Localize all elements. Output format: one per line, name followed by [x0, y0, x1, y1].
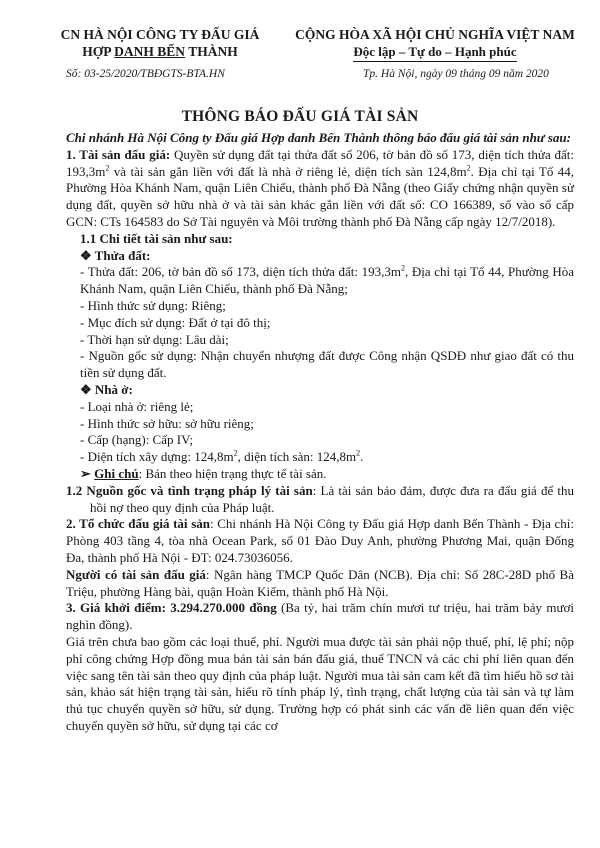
document-number: Số: 03-25/2020/TBĐGTS-BTA.HN — [66, 68, 225, 80]
section-asset-owner: Người có tài sản đấu giá: Ngân hàng TMCP Quốc Dân (NCB). Địa chỉ: Số 28C-28D phố Bà Triệu, phường Hàng bài, quận Hoàn Kiếm, thành phố Hà Nội. — [66, 566, 574, 599]
house-heading: ❖ Nhà ở: — [80, 381, 133, 397]
land-use-origin: - Nguồn gốc sử dụng: Nhận chuyển nhượng đất được Công nhận QSDĐ như giao đất có thu tiền sử dụng đất. — [80, 348, 574, 381]
document-title: THÔNG BÁO ĐẤU GIÁ TÀI SẢN — [181, 108, 419, 125]
document-body — [66, 130, 574, 735]
section-asset-details-heading: 1.1 Chi tiết tài sản như sau: — [80, 230, 233, 246]
intro-paragraph: Chi nhánh Hà Nội Công ty Đấu giá Hợp danh Bến Thành thông báo đấu giá tài sản như sau: — [66, 130, 571, 145]
national-motto: Độc lập – Tự do – Hạnh phúc — [353, 43, 516, 62]
land-use-purpose: - Mục đích sử dụng: Đất ở tại đô thị; — [80, 314, 271, 330]
section-legal-status: 1.2 Nguồn gốc và tình trạng pháp lý tài sản: Là tài sản bảo đảm, được đưa ra đấu giá để thu hồi nợ theo quy định của Pháp luật. — [66, 482, 575, 515]
land-heading: ❖ Thửa đất: — [80, 247, 151, 263]
land-use-form: - Hình thức sử dụng: Riêng; — [80, 297, 226, 313]
issuer-name-line1: CN HÀ NỘI CÔNG TY ĐẤU GIÁ — [60, 27, 260, 42]
national-header — [290, 26, 580, 62]
house-type: - Loại nhà ở: riêng lẻ; — [80, 398, 194, 414]
note-line: ➢ Ghi chú: Bán theo hiện trạng thực tế tài sản. — [80, 465, 327, 481]
price-note-paragraph: Giá trên chưa bao gồm các loại thuế, phí. Người mua được tài sản phải nộp thuế, phí, lệ phí; nộp phí công chứng Hợp đồng mua bán tài sản bán đấu giá, thuế TNCN và các chi phí liên quan đến việc sang tên tài sản theo quy định của pháp luật. Người mua tài sản cam kết đã tìm hiểu hồ sơ tài sản, khảo sát hiện trạng tài sản, hiểu rõ tính pháp lý, tình trạng, chất lượng của tài sản và tự làm thủ tục chuyển quyền sở hữu, sử dụng. Trường hợp có phát sinh các vấn đề liên quan đến việc chuyển quyền sở hữu, sử dụng tại các cơ — [66, 633, 574, 733]
house-ownership: - Hình thức sở hữu: sở hữu riêng; — [80, 415, 254, 431]
section-starting-price: 3. Giá khởi điểm: 3.294.270.000 đồng (Ba tỷ, hai trăm chín mươi tư triệu, hai trăm bảy mươi nghìn đồng). — [66, 600, 574, 633]
section-auction-org: 2. Tổ chức đấu giá tài sản: Chi nhánh Hà Nội Công ty Đấu giá Hợp danh Bến Thành - Địa chỉ: Phòng 403 tầng 4, tòa nhà Ocean Park, số 01 Đào Duy Anh, phường Phương Mai, quận Đống Đa, thành phố Hà Nội - ĐT: 024.73036056. — [66, 516, 574, 565]
land-use-term: - Thời hạn sử dụng: Lâu dài; — [80, 331, 229, 347]
house-grade: - Cấp (hạng): Cấp IV; — [80, 432, 194, 448]
issue-date: Tp. Hà Nội, ngày 09 tháng 09 năm 2020 — [363, 68, 549, 80]
house-area: - Diện tích xây dựng: $124,8m^2$, diện tích sàn: $124,8m^2$. — [80, 448, 364, 465]
section-asset: 1. Tài sản đấu giá: Quyền sử dụng đất tại thửa đất số 206, tờ bản đồ số 173, diện tích thửa đất: $193,3m^2$ và tài sản gắn liền với đất là nhà ở riêng lẻ, diện tích sàn $124,8m^2$. Địa chỉ tại Tổ 44, Phường Hòa Khánh Nam, quận Liên Chiểu, thành phố Đà Nẵng (theo Giấy chứng nhận quyền sử dụng đất, quyền sở hữu nhà ở và tài sản khác gắn liền với đất số: CO 166389, số vào sổ cấp GCN: CTs 164583 do Sở Tài nguyên và Môi trường thành phố Đà Nẵng cấp ngày 12/7/2018). — [66, 146, 574, 229]
nation-name: CỘNG HÒA XÃ HỘI CHỦ NGHĨA VIỆT NAM — [295, 27, 575, 42]
issuer-name-line2: HỢP DANH BẾN THÀNH — [82, 44, 238, 59]
land-plot-line: - Thửa đất: 206, tờ bản đồ số 173, diện tích thửa đất: $193,3m^2$, Địa chỉ tại Tổ 44, Phường Hòa Khánh Nam, quận Liên Chiểu, thành phố Đà Nẵng; — [80, 264, 574, 297]
issuer-block — [40, 26, 280, 61]
